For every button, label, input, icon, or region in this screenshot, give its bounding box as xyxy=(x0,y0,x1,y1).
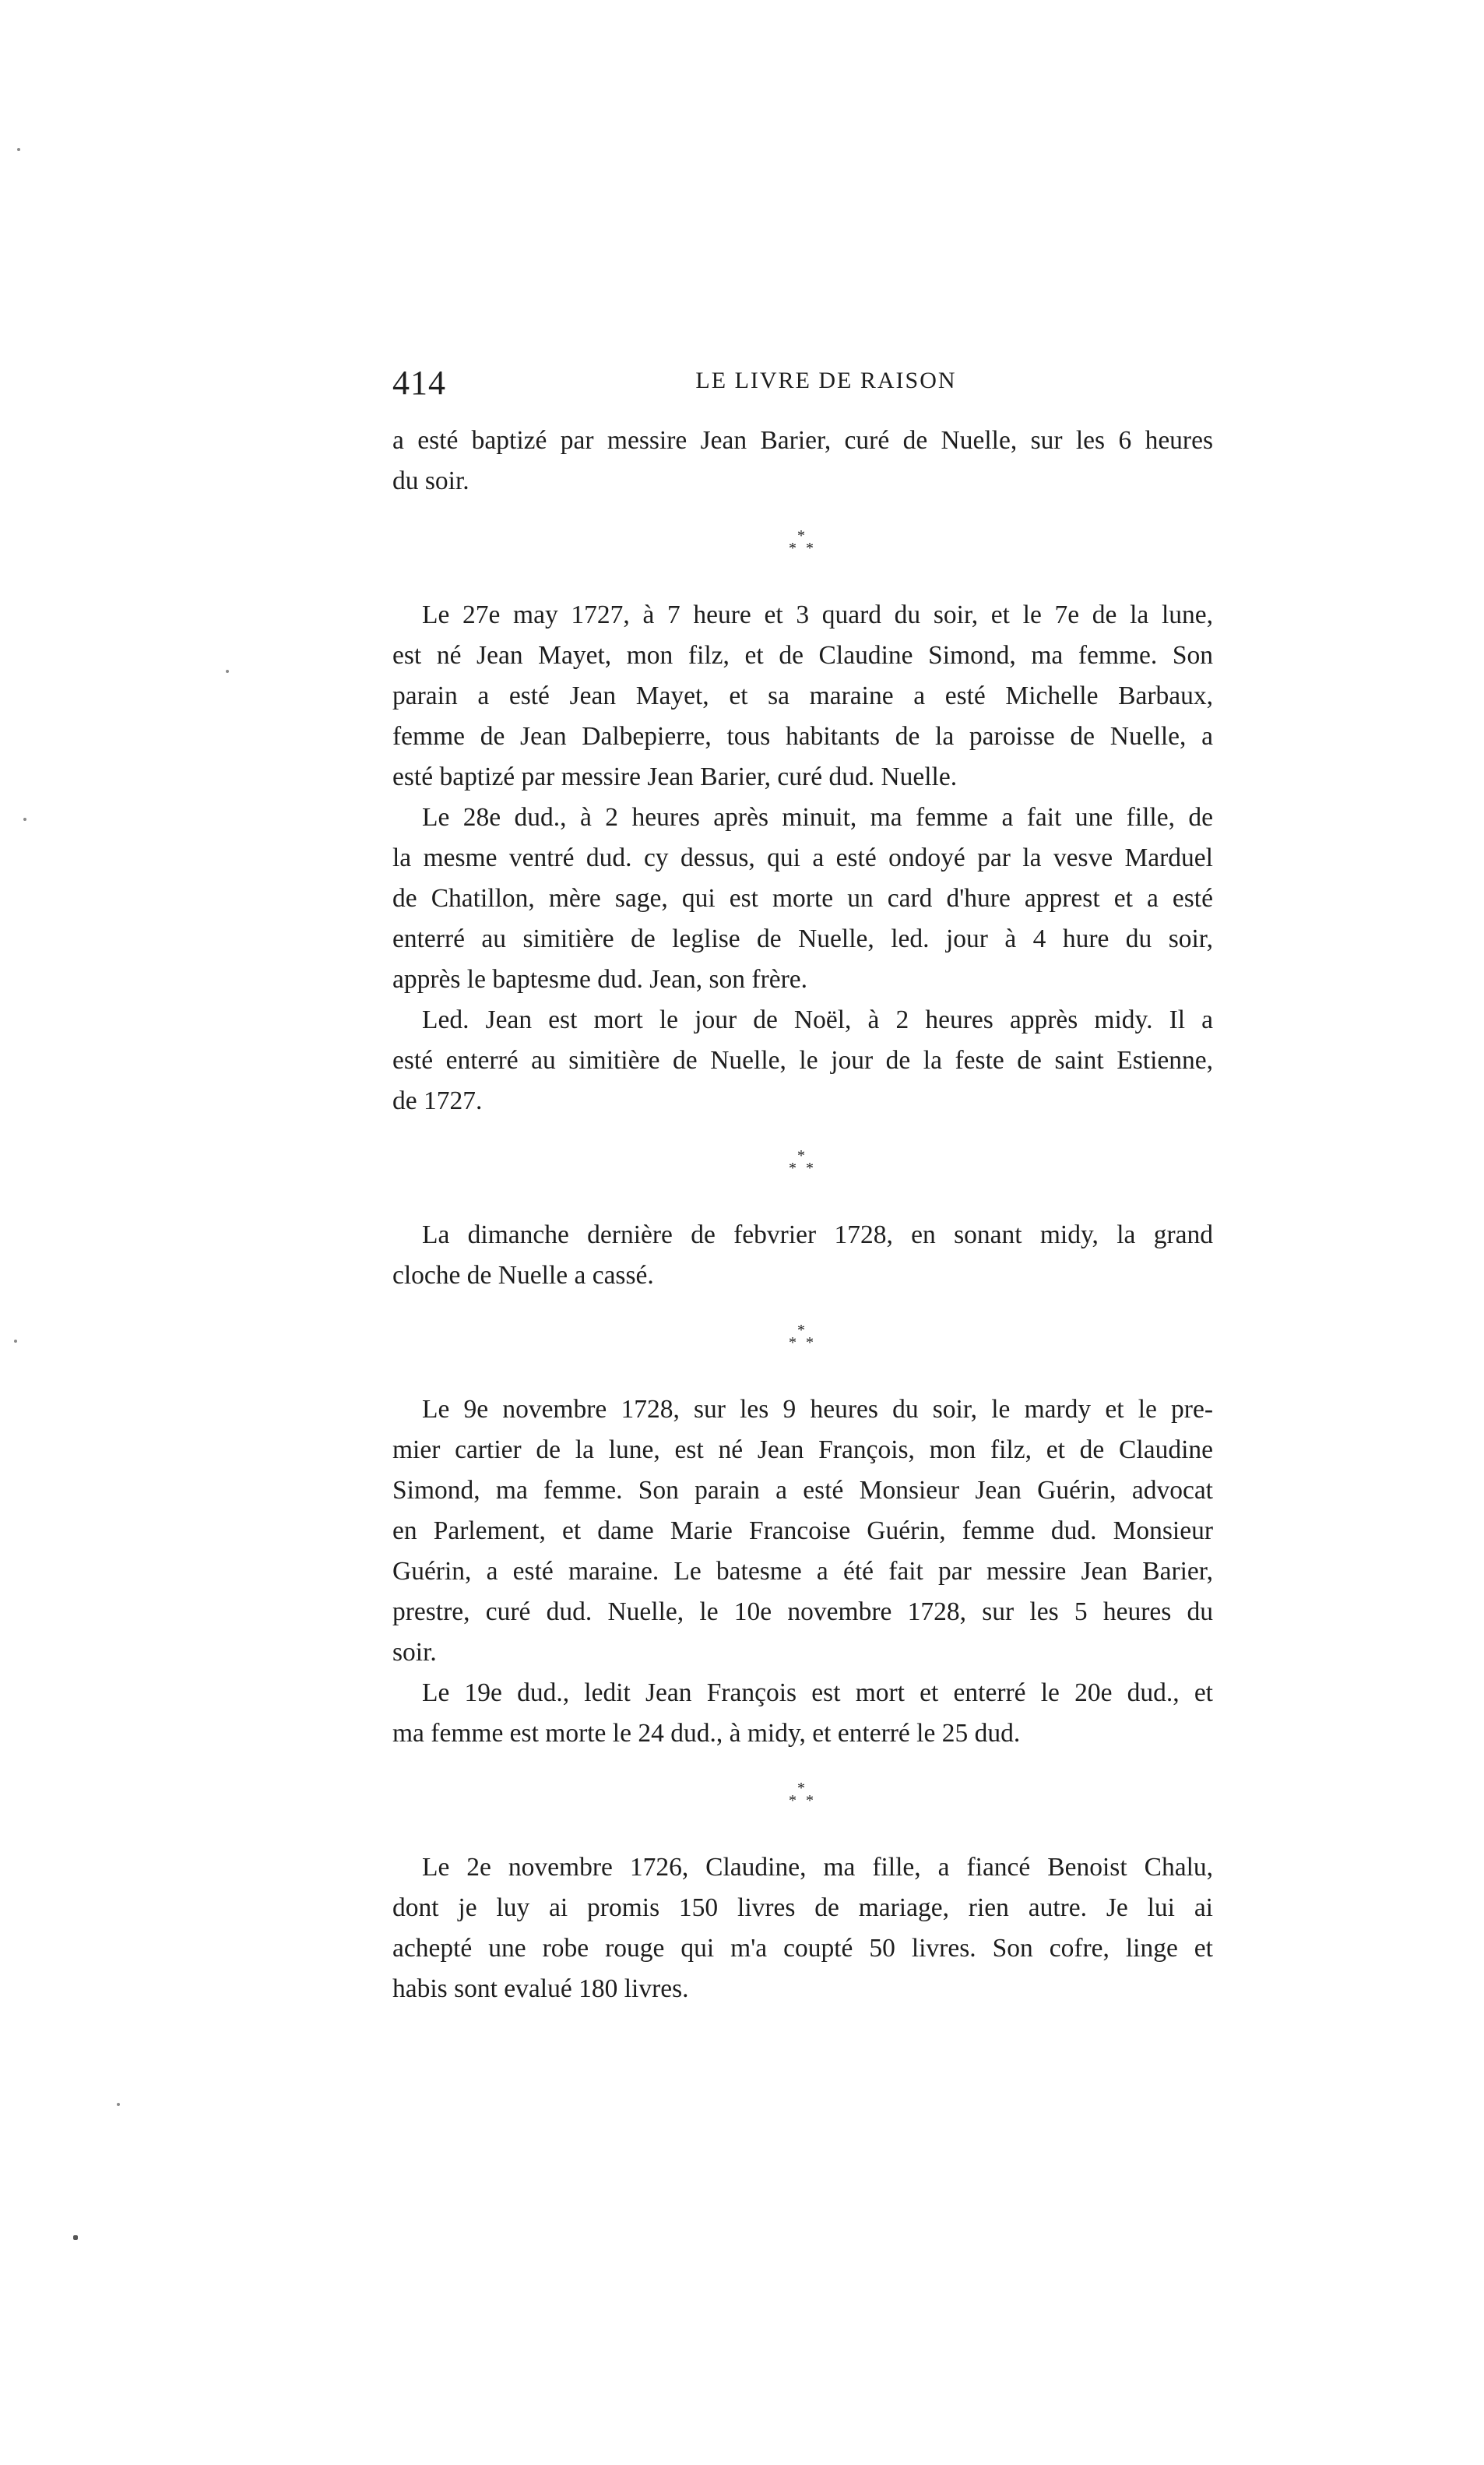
text-line: enterré au simitière de leglise de Nuelle, led. jour à 4 hure du soir, xyxy=(392,924,1213,953)
asterism-icon: * * * xyxy=(789,1147,814,1177)
paragraph xyxy=(392,798,1213,1000)
text-line: du soir. xyxy=(392,467,469,495)
text-line: esté enterré au simitière de Nuelle, le jour de la feste de saint Estienne, xyxy=(392,1046,1213,1075)
asterism-separator xyxy=(392,1122,1213,1215)
paragraph xyxy=(392,1215,1213,1296)
text-line: est né Jean Mayet, mon filz, et de Claudine Simond, ma femme. Son xyxy=(392,641,1213,670)
paragraph xyxy=(392,1847,1213,2009)
text-line: Le 28e dud., à 2 heures après minuit, ma femme a fait une fille, de xyxy=(422,803,1213,832)
text-line: cloche de Nuelle a cassé. xyxy=(392,1261,654,1290)
text-line: Le 2e novembre 1726, Claudine, ma fille, a fiancé Benoist Chalu, xyxy=(422,1853,1213,1882)
asterism-separator xyxy=(392,1296,1213,1389)
asterism-separator xyxy=(392,502,1213,595)
text-line: en Parlement, et dame Marie Francoise Guérin, femme dud. Monsieur xyxy=(392,1516,1213,1545)
text-line: Le 19e dud., ledit Jean François est mort et enterré le 20e dud., et xyxy=(422,1678,1213,1707)
paragraph xyxy=(392,1389,1213,1673)
page-number: 414 xyxy=(392,364,446,402)
text-line: de 1727. xyxy=(392,1086,483,1115)
text-line: La dimanche dernière de febvrier 1728, en sonant midy, la grand xyxy=(422,1220,1213,1249)
running-title: LE LIVRE DE RAISON xyxy=(695,368,957,393)
text-line: ma femme est morte le 24 dud., à midy, et enterré le 25 dud. xyxy=(392,1719,1021,1748)
text-line: Le 9e novembre 1728, sur les 9 heures du soir, le mardy et le pre- xyxy=(422,1395,1213,1424)
asterism-icon: * * * xyxy=(789,527,814,557)
asterism-icon: * * * xyxy=(789,1322,814,1351)
text-line: mier cartier de la lune, est né Jean François, mon filz, et de Claudine xyxy=(392,1435,1213,1464)
body-text xyxy=(392,421,1213,2009)
text-line: Guérin, a esté maraine. Le batesme a été fait par messire Jean Barier, xyxy=(392,1557,1213,1586)
text-line: Le 27e may 1727, à 7 heure et 3 quard du soir, et le 7e de la lune, xyxy=(422,600,1213,629)
text-line: femme de Jean Dalbepierre, tous habitants de la paroisse de Nuelle, a xyxy=(392,722,1213,751)
paragraph xyxy=(392,1673,1213,1754)
text-line: esté baptizé par messire Jean Barier, curé dud. Nuelle. xyxy=(392,762,958,791)
paragraph xyxy=(392,595,1213,798)
text-line: la mesme ventré dud. cy dessus, qui a esté ondoyé par la vesve Marduel xyxy=(392,843,1213,872)
text-line: habis sont evalué 180 livres. xyxy=(392,1974,689,2003)
text-line: prestre, curé dud. Nuelle, le 10e novembre 1728, sur les 5 heures du xyxy=(392,1597,1213,1626)
asterism-separator xyxy=(392,1754,1213,1847)
text-line: soir. xyxy=(392,1638,437,1667)
text-line: Led. Jean est mort le jour de Noël, à 2 heures apprès midy. Il a xyxy=(422,1005,1213,1034)
paragraph xyxy=(392,1000,1213,1122)
text-line: de Chatillon, mère sage, qui est morte un card d'hure apprest et a esté xyxy=(392,884,1213,913)
running-head xyxy=(392,363,1213,410)
text-line: dont je luy ai promis 150 livres de mariage, rien autre. Je lui ai xyxy=(392,1893,1213,1922)
text-line: apprès le baptesme dud. Jean, son frère. xyxy=(392,965,808,994)
asterism-icon: * * * xyxy=(789,1780,814,1809)
text-line: parain a esté Jean Mayet, et sa maraine a esté Michelle Barbaux, xyxy=(392,681,1213,710)
text-line: a esté baptizé par messire Jean Barier, curé de Nuelle, sur les 6 heures xyxy=(392,426,1213,455)
paragraph xyxy=(392,421,1213,502)
text-line: Simond, ma femme. Son parain a esté Monsieur Jean Guérin, advocat xyxy=(392,1476,1213,1505)
text-line: achepté une robe rouge qui m'a coupté 50 livres. Son cofre, linge et xyxy=(392,1934,1213,1963)
